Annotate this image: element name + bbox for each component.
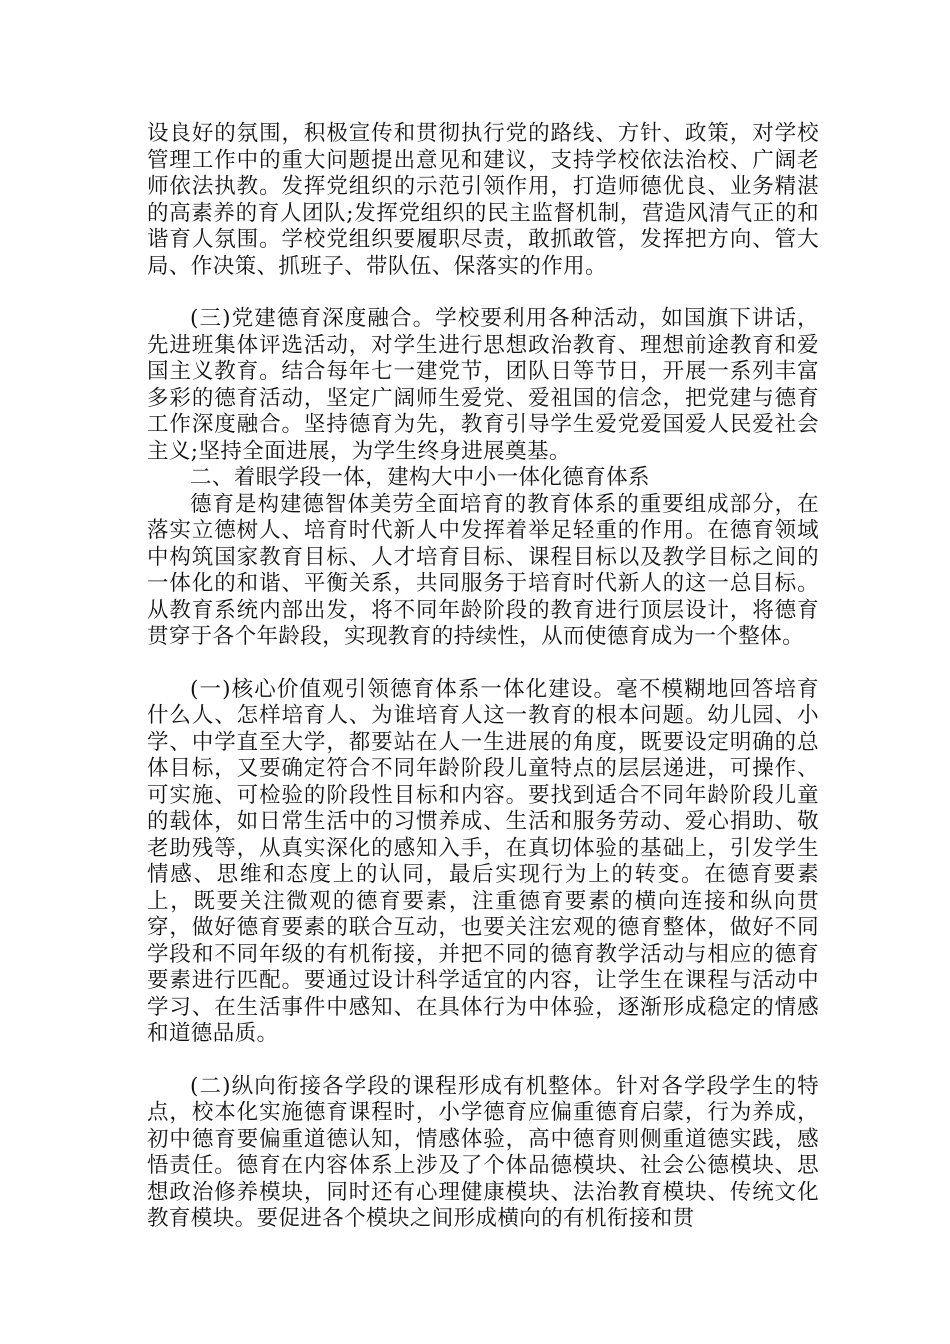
- paragraph-curriculum-connection: (二)纵向衔接各学段的课程形成有机整体。针对各学段学生的特点，校本化实施德育课程时，小学德育应偏重德育启蒙，行为养成，初中德育要偏重道德认知，情感体验，高中德育则侧重道德实践，感悟责任。德育在内容体系上涉及了个体品德模块、社会公德模块、思想政治修养模块，同时还有心理健康模块、法治教育模块、传统文化教育模块。要促进各个模块之间形成横向的有机衔接和贯: [147, 1073, 819, 1231]
- paragraph-party-building-moral-education: (三)党建德育深度融合。学校要利用各种活动，如国旗下讲话，先进班集体评选活动，对学生进行思想政治教育、理想前途教育和爱国主义教育。结合每年七一建党节，团队日等节日，开展一系列丰富多彩的德育活动，坚定广阔师生爱党、爱祖国的信念，把党建与德育工作深度融合。坚持德育为先，教育引导学生爱党爱国爱人民爱社会主义;坚持全面进展，为学生终身进展奠基。: [147, 306, 819, 464]
- paragraph-core-values: (一)核心价值观引领德育体系一体化建设。毫不模糊地回答培育什么人、怎样培育人、为谁培育人这一教育的根本问题。幼儿园、小学、中学直至大学，都要站在人一生进展的角度，既要设定明确的总体目标，又要确定符合不同年龄阶段儿童特点的层层递进，可操作、可实施、可检验的阶段性目标和内容。要找到适合不同年龄阶段儿童的载体，如日常生活中的习惯养成、生活和服务劳动、爱心捐助、敬老助残等，从真实深化的感知入手，在真切体验的基础上，引发学生情感、思维和态度上的认同，最后实现行为上的转变。在德育要素上，既要关注微观的德育要素，注重德育要素的横向连接和纵向贯穿，做好德育要素的联合互动，也要关注宏观的德育整体，做好不同学段和不同年级的有机衔接，并把不同的德育教学活动与相应的德育要素进行匹配。要通过设计科学适宜的内容，让学生在课程与活动中学习、在生活事件中感知、在具体行为中体验，逐渐形成稳定的情感和道德品质。: [147, 676, 819, 1046]
- paragraph-party-organization: 设良好的氛围，积极宣传和贯彻执行党的路线、方针、政策，对学校管理工作中的重大问题提出意见和建议，支持学校依法治校、广阔老师依法执教。发挥党组织的示范引领作用，打造师德优良、业务精湛的高素养的育人团队;发挥党组织的民主监督机制，营造风清气正的和谐育人氛围。学校党组织要履职尽责，敢抓敢管，发挥把方向、管大局、作决策、抓班子、带队伍、保落实的作用。: [147, 121, 819, 279]
- document-page: [147, 121, 819, 1233]
- section-heading-integrated-system: 二、着眼学段一体，建构大中小一体化德育体系: [190, 465, 650, 490]
- paragraph-moral-education-overview: 德育是构建德智体美劳全面培育的教育体系的重要组成部分，在落实立德树人、培育时代新人中发挥着举足轻重的作用。在德育领域中构筑国家教育目标、人才培育目标、课程目标以及教学目标之间的一体化的和谐、平衡关系，共同服务于培育时代新人的这一总目标。从教育系统内部出发，将不同年龄阶段的教育进行顶层设计，将德育贯穿于各个年龄段，实现教育的持续性，从而使德育成为一个整体。: [147, 491, 819, 649]
